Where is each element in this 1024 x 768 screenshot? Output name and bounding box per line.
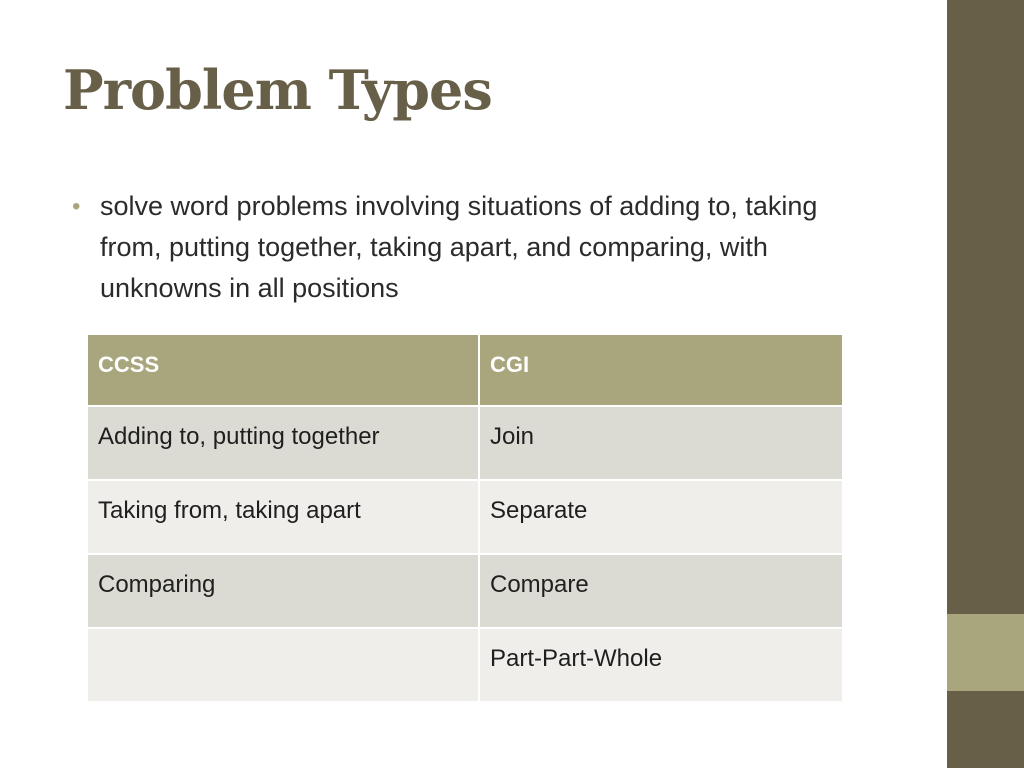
- cell-cgi: Separate: [479, 480, 843, 554]
- table-row: [87, 406, 843, 480]
- header-ccss: CCSS: [87, 334, 479, 406]
- comparison-table: [86, 333, 844, 703]
- table-row: [87, 480, 843, 554]
- side-band-top: [947, 0, 1024, 614]
- table-row: [87, 628, 843, 702]
- slide-title: Problem Types: [63, 58, 492, 122]
- cell-ccss: Comparing: [87, 554, 479, 628]
- bullet-text: solve word problems involving situations of adding to, taking from, putting together, taking apart, and comparing, with unknowns in all positions: [100, 191, 818, 303]
- cell-cgi: Part-Part-Whole: [479, 628, 843, 702]
- cell-ccss: Taking from, taking apart: [87, 480, 479, 554]
- bullet-item: [72, 186, 872, 309]
- bullet-dot-icon: •: [72, 193, 81, 220]
- table-row: [87, 554, 843, 628]
- cell-cgi: Join: [479, 406, 843, 480]
- cell-ccss: Adding to, putting together: [87, 406, 479, 480]
- table-header-row: [87, 334, 843, 406]
- bullet-list: [72, 186, 872, 309]
- cell-cgi: Compare: [479, 554, 843, 628]
- side-band-bottom: [947, 691, 1024, 768]
- side-band-accent: [947, 614, 1024, 691]
- cell-ccss: [87, 628, 479, 702]
- header-cgi: CGI: [479, 334, 843, 406]
